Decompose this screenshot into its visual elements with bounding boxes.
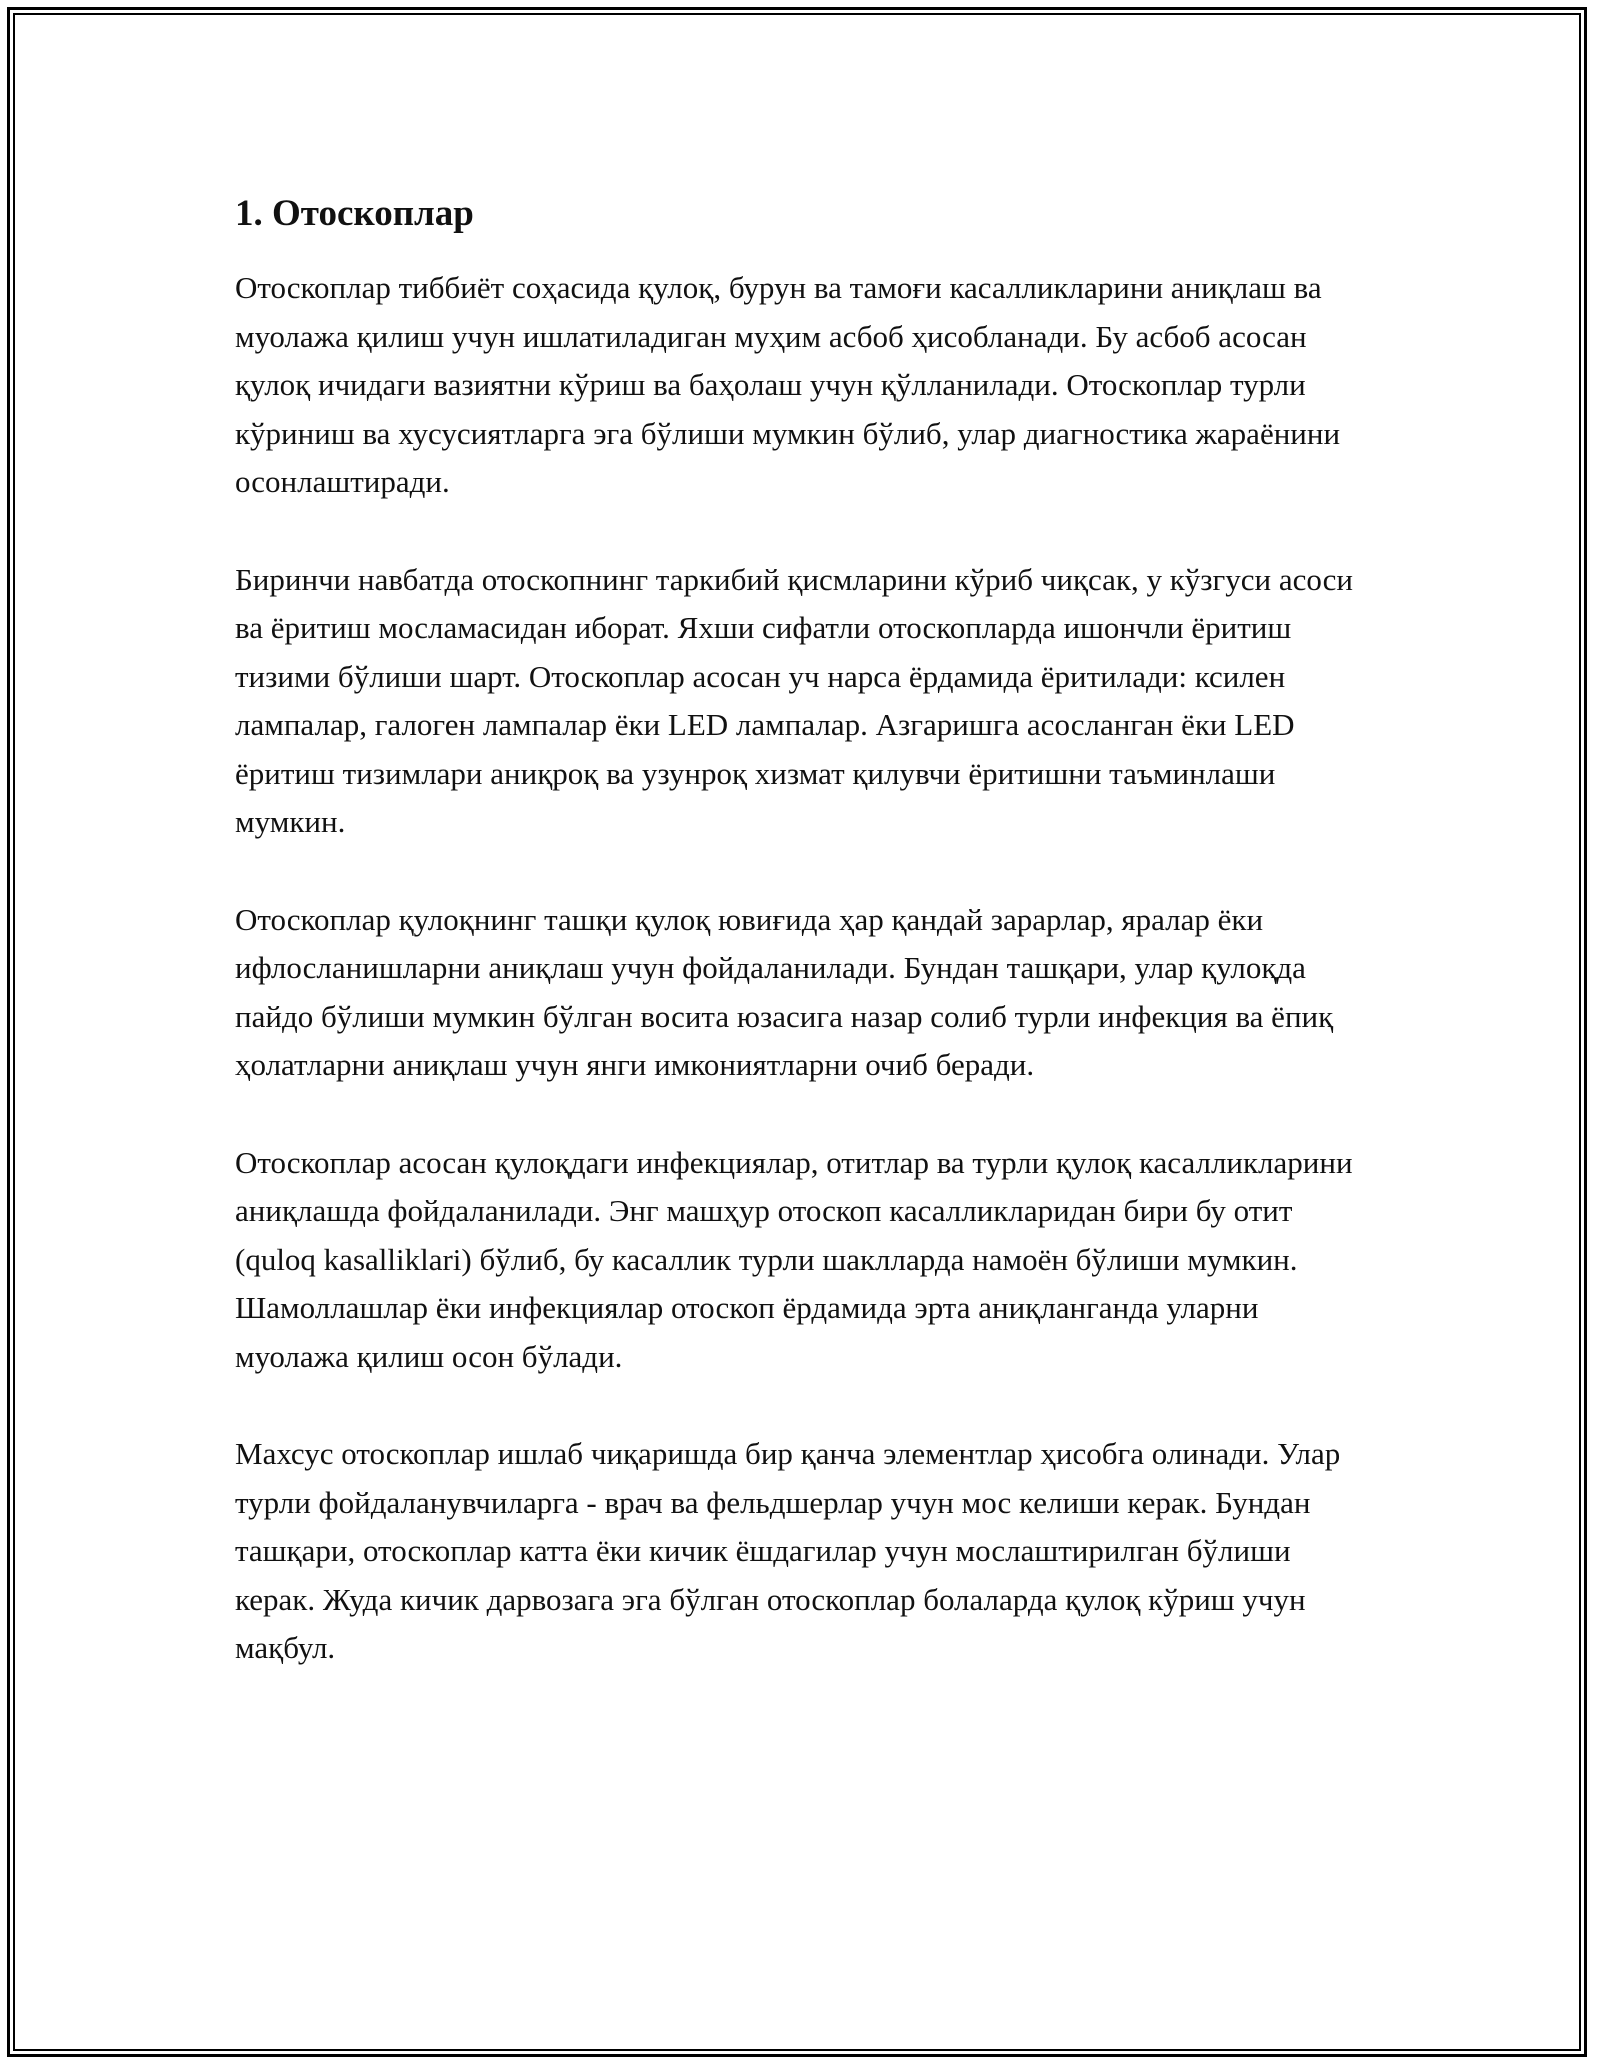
paragraph-2: Биринчи навбатда отоскопнинг таркибий қисмларини кўриб чиқсак, у кўзгуси асоси ва ёритиш мосламасидан иборат. Яхши сифатли отоскопларда ишончли ёритиш тизими бўлиши шарт. Отоскоплар асосан уч нарса ёрдамида ёритилади: ксилен лампалар, галоген лампалар ёки LED лампалар. Азгаришга асосланган ёки LED ёритиш тизимлари аниқроқ ва узунроқ хизмат қилувчи ёритишни таъминлаши мумкин. [235,561,1353,839]
document-body [235,190,1365,1722]
paragraph-1: Отоскоплар тиббиёт соҳасида қулоқ, бурун ва тамоғи касалликларини аниқлаш ва муолажа қилиш учун ишлатиладиган муҳим асбоб ҳисобланади. Бу асбоб асосан қулоқ ичидаги вазиятни кўриш ва баҳолаш учун қўлланилади. Отоскоплар турли кўриниш ва хусусиятларга эга бўлиши мумкин бўлиб, улар диагностика жараёнини осонлаштиради. [235,270,1341,499]
paragraph-4: Отоскоплар асосан қулоқдаги инфекциялар, отитлар ва турли қулоқ касалликларини аниқлашда фойдаланилади. Энг машҳур отоскоп касалликларидан бири бу отит (quloq kasalliklari) бўлиб, бу касаллик турли шаклларда намоён бўлиши мумкин. Шамоллашлар ёки инфекциялар отоскоп ёрдамида эрта аниқланганда уларни муолажа қилиш осон бўлади. [235,1144,1353,1374]
paragraph-3: Отоскоплар қулоқнинг ташқи қулоқ ювиғида ҳар қандай зарарлар, яралар ёки ифлосланишларни аниқлаш учун фойдаланилади. Бундан ташқари, улар қулоқда пайдо бўлиши мумкин бўлган восита юзасига назар солиб турли инфекция ва ёпиқ ҳолатларни аниқлаш учун янги имкониятларни очиб беради. [235,901,1334,1082]
paragraph-5: Махсус отоскоплар ишлаб чиқаришда бир қанча элементлар ҳисобга олинади. Улар турли фойдаланувчиларга - врач ва фельдшерлар учун мос келиши керак. Бундан ташқари, отоскоплар катта ёки кичик ёшдагилар учун мослаштирилган бўлиши керак. Жуда кичик дарвозага эга бўлган отоскоплар болаларда қулоқ кўриш учун мақбул. [235,1436,1341,1665]
section-heading: 1. Отоскоплар [235,193,474,234]
